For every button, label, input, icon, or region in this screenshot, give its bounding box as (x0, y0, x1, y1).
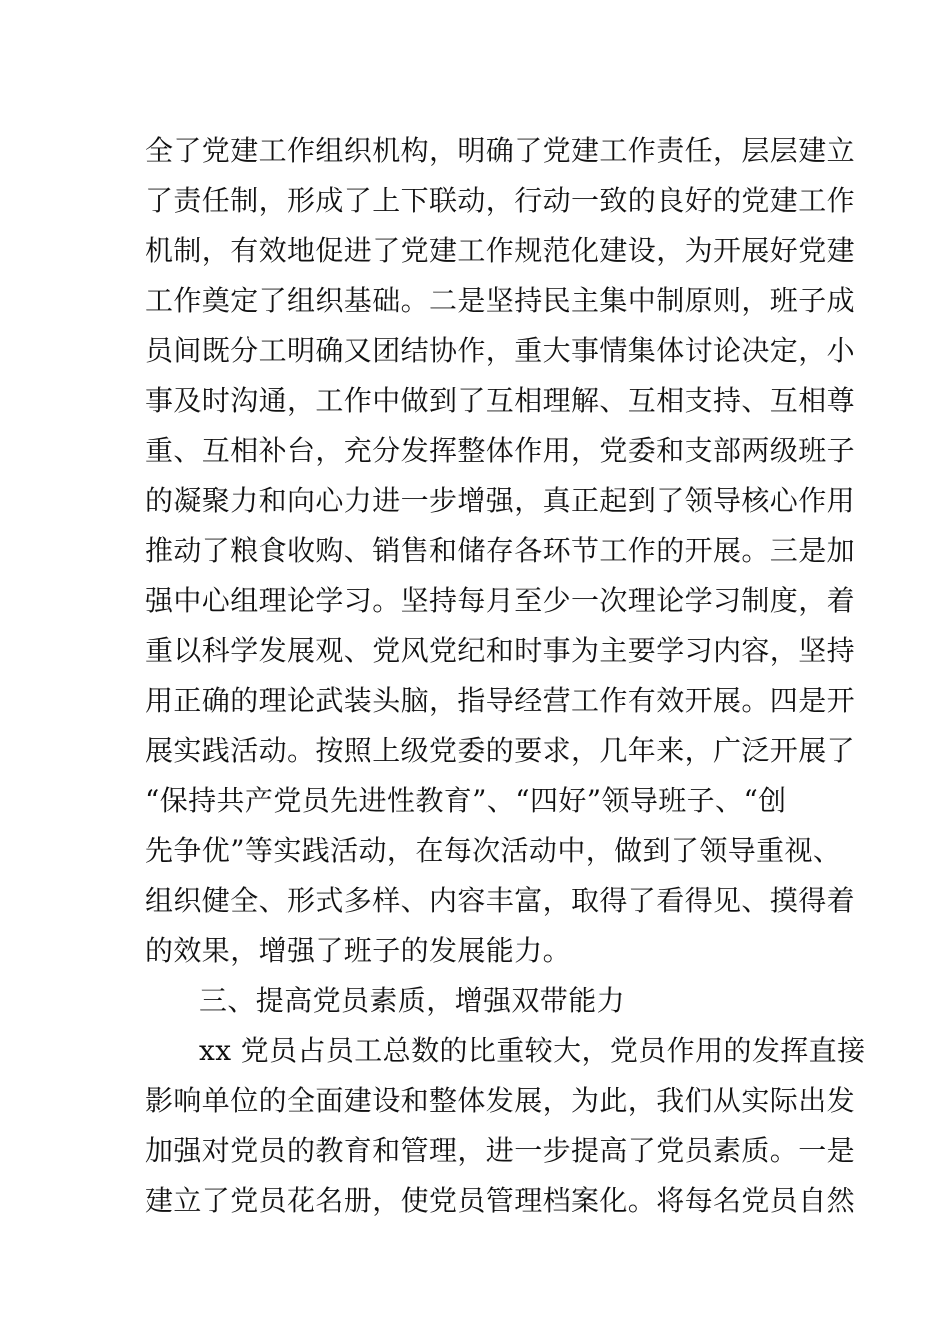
text-line: 加强对党员的教育和管理，进一步提高了党员素质。一是 (145, 1134, 856, 1167)
text-line: 的凝聚力和向心力进一步增强，真正起到了领导核心作用 (145, 484, 856, 517)
text-line: 先争优”等实践活动，在每次活动中，做到了领导重视、 (145, 834, 842, 867)
text-line: 事及时沟通，工作中做到了互相理解、互相支持、互相尊 (145, 384, 856, 417)
text-line: 重以科学发展观、党风党纪和时事为主要学习内容，坚持 (145, 634, 856, 667)
text-line: 用正确的理论武装头脑，指导经营工作有效开展。四是开 (145, 684, 856, 717)
text-line: 工作奠定了组织基础。二是坚持民主集中制原则，班子成 (145, 284, 856, 317)
text-line: 建立了党员花名册，使党员管理档案化。将每名党员自然 (145, 1184, 856, 1217)
text-line: 的效果，增强了班子的发展能力。 (145, 934, 572, 967)
text-line: 员间既分工明确又团结协作，重大事情集体讨论决定，小 (145, 334, 856, 367)
text-line: 重、互相补台，充分发挥整体作用，党委和支部两级班子 (145, 434, 856, 467)
paragraph-first-line: xx 党员占员工总数的比重较大，党员作用的发挥直接 (199, 1034, 866, 1067)
text-line: 展实践活动。按照上级党委的要求，几年来，广泛开展了 (145, 734, 856, 767)
text-line: 组织健全、形式多样、内容丰富，取得了看得见、摸得着 (145, 884, 856, 917)
text-line: 影响单位的全面建设和整体发展，为此，我们从实际出发 (145, 1084, 856, 1117)
text-line: 了责任制，形成了上下联动，行动一致的良好的党建工作 (145, 184, 856, 217)
text-line: 全了党建工作组织机构，明确了党建工作责任，层层建立 (145, 134, 856, 167)
section-heading: 三、提高党员素质，增强双带能力 (199, 984, 626, 1017)
text-line: 机制，有效地促进了党建工作规范化建设，为开展好党建 (145, 234, 856, 267)
text-line: 推动了粮食收购、销售和储存各环节工作的开展。三是加 (145, 534, 856, 567)
text-line: 强中心组理论学习。坚持每月至少一次理论学习制度，着 (145, 584, 856, 617)
text-line: “保持共产党员先进性教育”、“四好”领导班子、“创 (145, 784, 787, 817)
